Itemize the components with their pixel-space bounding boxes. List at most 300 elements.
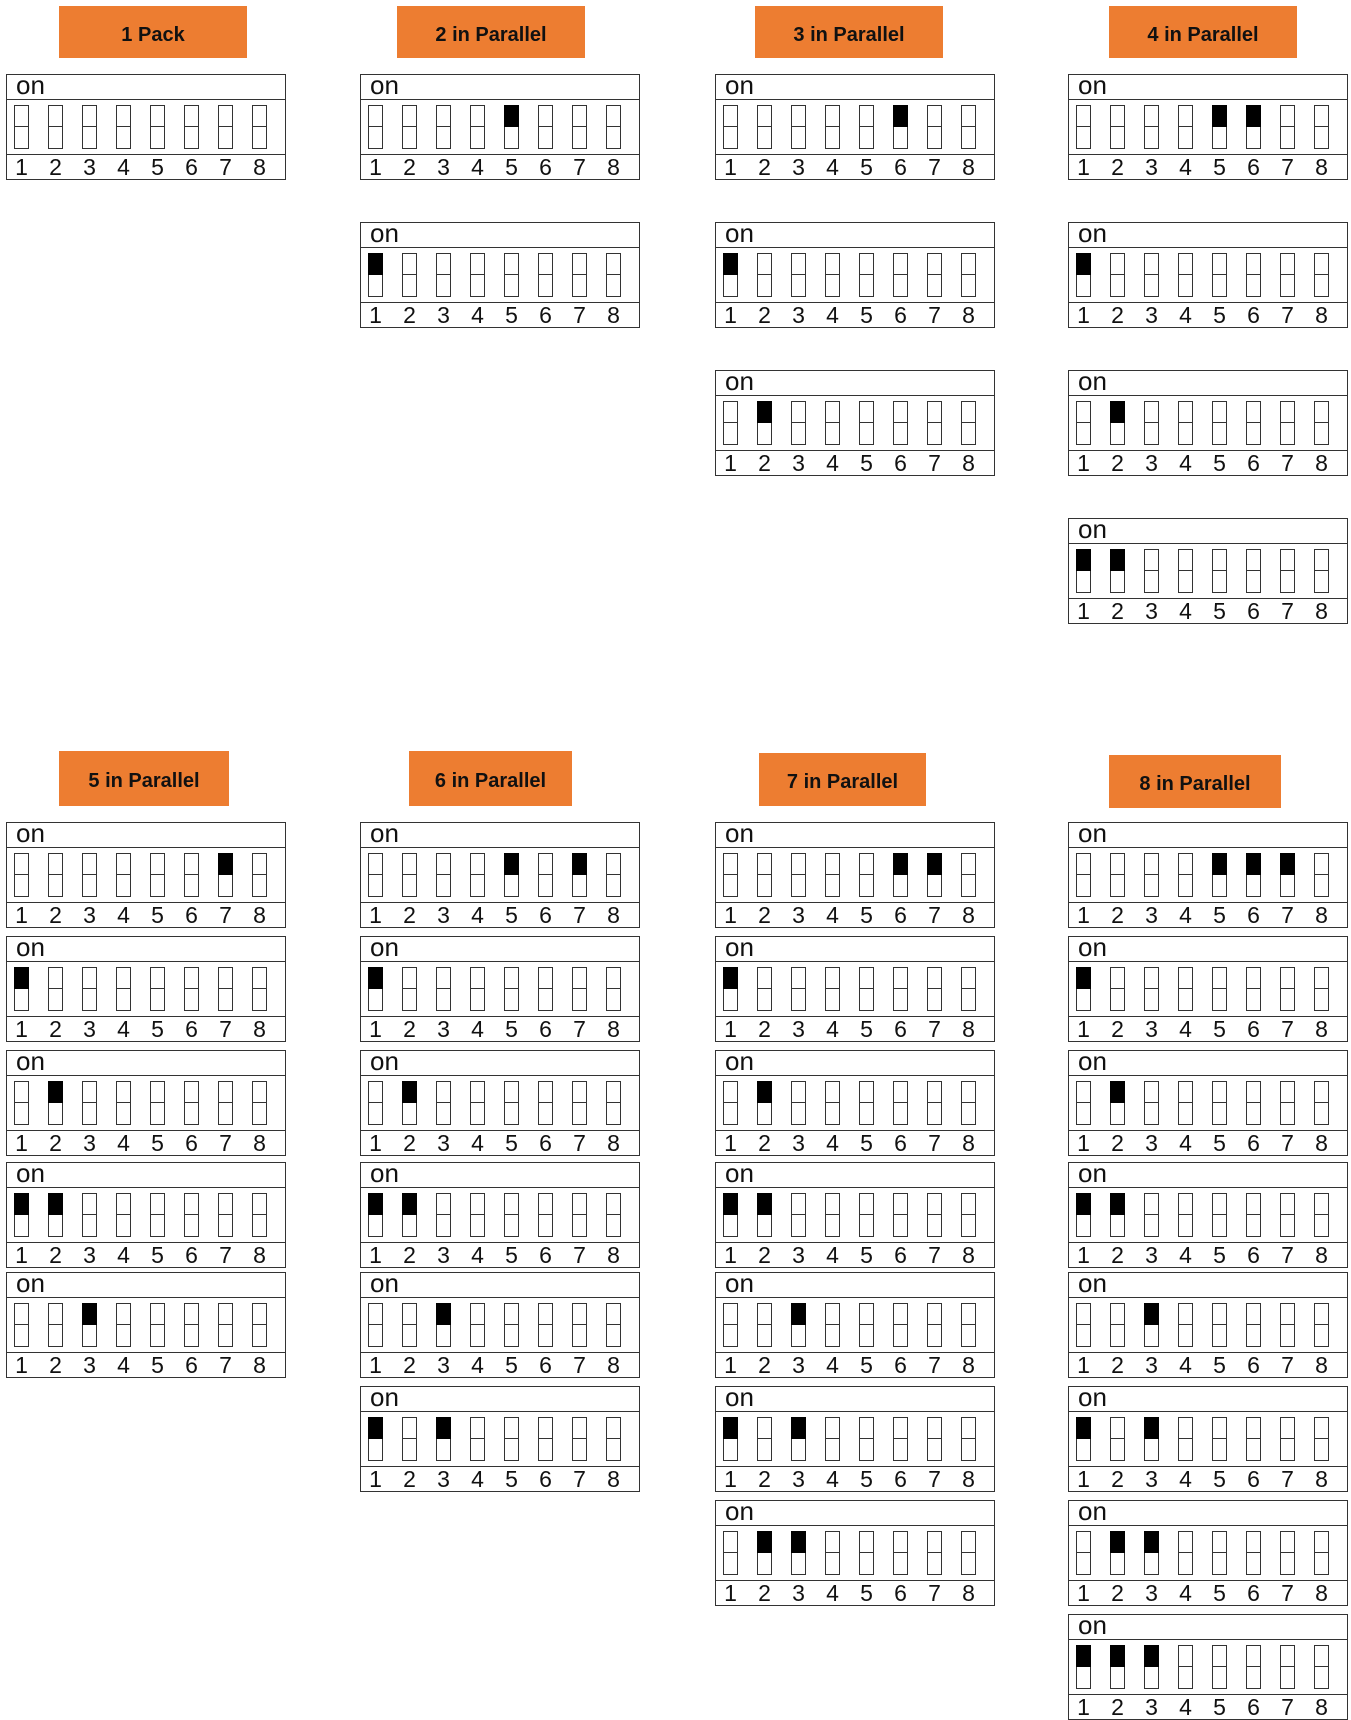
dip-switch-panel (360, 1046, 640, 1156)
dip-switch-8-off (961, 1081, 976, 1125)
dip-switch-7-off (1280, 967, 1295, 1011)
dip-switch-7-off (218, 1303, 233, 1347)
switch-divider (1077, 874, 1090, 875)
switch-number-label: 5 (505, 902, 518, 928)
dip-switch-panel (6, 818, 286, 928)
switch-number-label: 8 (1315, 598, 1328, 624)
dip-switch-8-off (961, 1193, 976, 1237)
switch-number-label: 5 (151, 1352, 164, 1378)
switch-number-label: 5 (860, 1242, 873, 1268)
switch-knob-on (1110, 1645, 1125, 1667)
on-label: on (1078, 1046, 1107, 1076)
switch-divider (1111, 1438, 1124, 1439)
switch-divider (185, 1102, 198, 1103)
switch-number-label: 7 (1281, 1130, 1294, 1156)
dip-switch-1-off (14, 1303, 29, 1347)
dip-switch-6-off (1246, 1303, 1261, 1347)
dip-switch-1-on (368, 1417, 383, 1461)
switch-number-label: 4 (826, 450, 839, 476)
switch-divider (962, 1214, 975, 1215)
switch-divider (505, 1214, 518, 1215)
dip-switch-7-off (1280, 1645, 1295, 1689)
switch-divider (607, 988, 620, 989)
switch-number-label: 1 (369, 154, 382, 180)
switch-number-label: 3 (437, 1352, 450, 1378)
switch-number-label: 7 (573, 1352, 586, 1378)
switch-number-label: 7 (219, 1352, 232, 1378)
panel-divider (715, 1411, 995, 1412)
switch-number-label: 1 (369, 902, 382, 928)
switch-divider (1179, 1438, 1192, 1439)
switch-number-label: 4 (471, 1352, 484, 1378)
dip-switch-8-off (961, 1417, 976, 1461)
dip-switch-4-off (1178, 1531, 1193, 1575)
switch-divider (758, 126, 771, 127)
dip-switch-1-off (1076, 1531, 1091, 1575)
switch-divider (607, 126, 620, 127)
dip-switch-1-off (368, 853, 383, 897)
switch-number-label: 4 (826, 1130, 839, 1156)
dip-switch-5-off (150, 1303, 165, 1347)
switch-number-label: 7 (219, 1016, 232, 1042)
switch-divider (962, 1102, 975, 1103)
switch-divider (1247, 570, 1260, 571)
dip-switch-6-off (538, 253, 553, 297)
dip-switch-8-off (1314, 253, 1329, 297)
switch-divider (1213, 1552, 1226, 1553)
panel-divider (360, 1075, 640, 1076)
switch-divider (1077, 126, 1090, 127)
switch-divider (151, 988, 164, 989)
switch-number-label: 5 (505, 154, 518, 180)
switch-number-label: 7 (1281, 302, 1294, 328)
switch-number-label: 3 (1145, 1016, 1158, 1042)
dip-switch-5-on (504, 853, 519, 897)
dip-switch-1-off (723, 1081, 738, 1125)
dip-switch-8-off (606, 1417, 621, 1461)
dip-switch-7-off (1280, 549, 1295, 593)
dip-switch-1-on (1076, 549, 1091, 593)
switch-divider (83, 126, 96, 127)
switch-number-label: 3 (437, 302, 450, 328)
switch-knob-on (504, 105, 519, 127)
dip-switch-7-off (218, 1193, 233, 1237)
switch-divider (1247, 1552, 1260, 1553)
dip-switch-6-off (1246, 967, 1261, 1011)
dip-switch-1-off (14, 853, 29, 897)
dip-switch-panel (1068, 1046, 1348, 1156)
dip-switch-6-off (893, 1303, 908, 1347)
dip-switch-6-off (538, 1417, 553, 1461)
switch-number-label: 3 (1145, 1694, 1158, 1720)
switch-number-label: 2 (49, 1242, 62, 1268)
switch-number-label: 5 (505, 1352, 518, 1378)
dip-switch-panel (360, 70, 640, 180)
switch-number-label: 7 (1281, 1466, 1294, 1492)
on-label: on (725, 1046, 754, 1076)
switch-number-label: 1 (724, 1130, 737, 1156)
dip-switch-3-off (436, 1193, 451, 1237)
dip-switch-2-off (48, 853, 63, 897)
switch-divider (403, 1438, 416, 1439)
switch-divider (1179, 126, 1192, 127)
switch-number-label: 3 (1145, 450, 1158, 476)
switch-divider (539, 874, 552, 875)
on-label: on (1078, 218, 1107, 248)
switch-divider (962, 874, 975, 875)
switch-number-label: 1 (15, 1130, 28, 1156)
dip-switch-7-off (927, 401, 942, 445)
switch-divider (471, 988, 484, 989)
switch-number-label: 7 (573, 302, 586, 328)
dip-switch-7-off (927, 1081, 942, 1125)
dip-switch-8-off (252, 1193, 267, 1237)
switch-divider (117, 126, 130, 127)
dip-switch-panel (715, 818, 995, 928)
dip-switch-1-off (1076, 105, 1091, 149)
switch-knob-on (1246, 105, 1261, 127)
on-label: on (16, 818, 45, 848)
on-label: on (725, 1496, 754, 1526)
switch-number-label: 8 (962, 1580, 975, 1606)
switch-divider (1213, 1324, 1226, 1325)
switch-number-label: 1 (724, 1242, 737, 1268)
dip-switch-1-off (723, 401, 738, 445)
switch-number-label: 8 (1315, 302, 1328, 328)
switch-number-label: 5 (1213, 902, 1226, 928)
switch-number-label: 6 (894, 1242, 907, 1268)
panel-divider (715, 961, 995, 962)
dip-switch-7-off (572, 1193, 587, 1237)
switch-divider (1179, 1666, 1192, 1667)
dip-switch-panel (6, 70, 286, 180)
switch-divider (860, 1214, 873, 1215)
panel-divider (715, 1187, 995, 1188)
dip-switch-8-off (1314, 1081, 1329, 1125)
dip-switch-1-on (723, 1193, 738, 1237)
switch-number-label: 2 (758, 1466, 771, 1492)
switch-number-label: 2 (403, 154, 416, 180)
switch-number-label: 6 (185, 154, 198, 180)
switch-divider (151, 126, 164, 127)
dip-switch-4-off (825, 1193, 840, 1237)
switch-divider (1247, 1102, 1260, 1103)
on-label: on (725, 1158, 754, 1188)
switch-number-label: 2 (403, 902, 416, 928)
switch-knob-on (1110, 1081, 1125, 1103)
switch-divider (505, 1324, 518, 1325)
dip-switch-2-on (1110, 1193, 1125, 1237)
switch-number-label: 4 (1179, 1352, 1192, 1378)
switch-number-label: 4 (117, 1352, 130, 1378)
switch-divider (1281, 570, 1294, 571)
switch-divider (607, 1324, 620, 1325)
switch-divider (15, 874, 28, 875)
switch-divider (1179, 988, 1192, 989)
switch-knob-on (1110, 401, 1125, 423)
switch-number-label: 3 (1145, 902, 1158, 928)
switch-number-label: 4 (1179, 598, 1192, 624)
dip-switch-7-off (218, 967, 233, 1011)
dip-switch-3-off (1144, 967, 1159, 1011)
switch-number-label: 4 (1179, 450, 1192, 476)
dip-switch-panel (715, 1268, 995, 1378)
dip-switch-5-off (859, 1303, 874, 1347)
switch-divider (539, 274, 552, 275)
switch-knob-on (927, 853, 942, 875)
switch-number-label: 6 (1247, 1580, 1260, 1606)
switch-divider (826, 1102, 839, 1103)
dip-switch-panel (1068, 818, 1348, 928)
on-label: on (725, 1382, 754, 1412)
switch-divider (437, 988, 450, 989)
switch-number-label: 5 (860, 154, 873, 180)
switch-divider (1179, 1102, 1192, 1103)
switch-number-label: 3 (1145, 154, 1158, 180)
switch-divider (1179, 874, 1192, 875)
dip-switch-2-on (757, 1531, 772, 1575)
switch-divider (15, 1102, 28, 1103)
switch-knob-on (48, 1081, 63, 1103)
switch-divider (1077, 422, 1090, 423)
switch-number-label: 7 (928, 1352, 941, 1378)
panel-divider (1068, 99, 1348, 100)
dip-switch-3-on (436, 1417, 451, 1461)
switch-number-label: 5 (1213, 1580, 1226, 1606)
dip-switch-panel (6, 1268, 286, 1378)
switch-number-label: 6 (1247, 154, 1260, 180)
switch-number-label: 2 (1111, 154, 1124, 180)
switch-number-label: 3 (792, 1580, 805, 1606)
on-label: on (370, 818, 399, 848)
switch-number-label: 8 (1315, 1466, 1328, 1492)
switch-number-label: 2 (49, 1130, 62, 1156)
switch-number-label: 3 (437, 1466, 450, 1492)
dip-switch-panel (360, 932, 640, 1042)
dip-switch-4-off (470, 853, 485, 897)
dip-switch-8-off (252, 1303, 267, 1347)
panel-divider (715, 1297, 995, 1298)
switch-divider (539, 1214, 552, 1215)
dip-switch-5-off (150, 1081, 165, 1125)
switch-divider (860, 1102, 873, 1103)
dip-switch-1-on (1076, 967, 1091, 1011)
switch-number-label: 4 (826, 154, 839, 180)
dip-switch-4-off (825, 1081, 840, 1125)
switch-number-label: 8 (607, 1130, 620, 1156)
on-label: on (370, 218, 399, 248)
switch-number-label: 4 (117, 1130, 130, 1156)
dip-switch-3-on (436, 1303, 451, 1347)
switch-number-label: 6 (894, 1580, 907, 1606)
dip-switch-1-on (14, 1193, 29, 1237)
switch-divider (1315, 988, 1328, 989)
switch-divider (1179, 1552, 1192, 1553)
dip-switch-panel (1068, 366, 1348, 476)
dip-switch-2-on (1110, 1081, 1125, 1125)
switch-number-label: 7 (928, 902, 941, 928)
switch-divider (539, 988, 552, 989)
switch-divider (894, 274, 907, 275)
dip-switch-5-off (504, 1081, 519, 1125)
switch-number-label: 4 (826, 1242, 839, 1268)
switch-divider (573, 1214, 586, 1215)
panel-divider (6, 847, 286, 848)
dip-switch-7-off (572, 1417, 587, 1461)
switch-knob-on (791, 1417, 806, 1439)
switch-number-label: 5 (1213, 1694, 1226, 1720)
switch-number-label: 7 (573, 1466, 586, 1492)
switch-number-label: 8 (1315, 450, 1328, 476)
switch-divider (826, 1438, 839, 1439)
panel-divider (715, 847, 995, 848)
dip-switch-panel (360, 1382, 640, 1492)
switch-number-label: 6 (539, 1242, 552, 1268)
dip-switch-2-on (757, 401, 772, 445)
dip-switch-3-off (1144, 105, 1159, 149)
switch-divider (724, 1102, 737, 1103)
switch-divider (860, 126, 873, 127)
switch-divider (117, 988, 130, 989)
dip-switch-6-off (1246, 401, 1261, 445)
switch-divider (185, 1214, 198, 1215)
switch-knob-on (1076, 549, 1091, 571)
switch-divider (151, 1102, 164, 1103)
dip-switch-panel (1068, 1158, 1348, 1268)
switch-number-label: 2 (49, 1352, 62, 1378)
dip-switch-4-off (1178, 967, 1193, 1011)
switch-divider (724, 1324, 737, 1325)
dip-switch-5-off (859, 1417, 874, 1461)
switch-divider (185, 126, 198, 127)
switch-number-label: 1 (15, 1016, 28, 1042)
switch-divider (1213, 1438, 1226, 1439)
switch-number-label: 4 (1179, 1694, 1192, 1720)
dip-switch-6-off (538, 105, 553, 149)
switch-divider (1111, 988, 1124, 989)
on-label: on (16, 1268, 45, 1298)
dip-switch-4-off (470, 967, 485, 1011)
switch-number-label: 3 (83, 1242, 96, 1268)
dip-switch-7-off (927, 1531, 942, 1575)
switch-number-label: 4 (1179, 154, 1192, 180)
switch-divider (505, 1102, 518, 1103)
dip-switch-panel (360, 818, 640, 928)
switch-number-label: 7 (219, 1242, 232, 1268)
dip-switch-6-off (893, 1531, 908, 1575)
panel-divider (1068, 961, 1348, 962)
switch-number-label: 8 (253, 1130, 266, 1156)
switch-knob-on (504, 853, 519, 875)
dip-switch-4-off (470, 105, 485, 149)
dip-switch-7-off (927, 253, 942, 297)
switch-number-label: 8 (253, 1242, 266, 1268)
switch-divider (151, 1214, 164, 1215)
switch-divider (1315, 1438, 1328, 1439)
switch-knob-on (368, 1417, 383, 1439)
switch-knob-on (82, 1303, 97, 1325)
switch-number-label: 3 (437, 1016, 450, 1042)
switch-divider (1315, 1666, 1328, 1667)
dip-switch-7-off (927, 967, 942, 1011)
switch-number-label: 1 (1077, 598, 1090, 624)
dip-switch-3-off (791, 253, 806, 297)
dip-switch-5-off (859, 105, 874, 149)
switch-number-label: 6 (539, 1130, 552, 1156)
dip-switch-6-off (184, 105, 199, 149)
group-title: 7 in Parallel (759, 753, 926, 806)
switch-number-label: 2 (758, 902, 771, 928)
switch-number-label: 4 (117, 1242, 130, 1268)
dip-switch-4-off (470, 1193, 485, 1237)
switch-divider (894, 422, 907, 423)
dip-switch-3-off (82, 853, 97, 897)
switch-divider (826, 988, 839, 989)
switch-divider (1281, 1214, 1294, 1215)
dip-switch-7-off (1280, 1531, 1295, 1575)
switch-divider (369, 126, 382, 127)
switch-number-label: 5 (505, 1016, 518, 1042)
switch-divider (573, 1102, 586, 1103)
switch-number-label: 3 (1145, 302, 1158, 328)
switch-number-label: 1 (15, 1352, 28, 1378)
switch-number-label: 2 (1111, 1352, 1124, 1378)
switch-divider (962, 1552, 975, 1553)
switch-number-label: 5 (151, 1016, 164, 1042)
switch-number-label: 5 (860, 902, 873, 928)
dip-switch-6-off (184, 967, 199, 1011)
switch-divider (758, 874, 771, 875)
switch-divider (1281, 1438, 1294, 1439)
switch-divider (15, 126, 28, 127)
switch-number-label: 7 (1281, 1580, 1294, 1606)
switch-number-label: 1 (15, 1242, 28, 1268)
switch-number-label: 3 (792, 1352, 805, 1378)
dip-switch-4-off (470, 1081, 485, 1125)
dip-switch-4-off (470, 253, 485, 297)
switch-number-label: 1 (1077, 902, 1090, 928)
switch-number-label: 4 (471, 302, 484, 328)
switch-number-label: 8 (253, 1352, 266, 1378)
switch-number-label: 4 (471, 1016, 484, 1042)
switch-number-label: 4 (471, 154, 484, 180)
switch-number-label: 1 (1077, 1016, 1090, 1042)
switch-number-label: 8 (1315, 1130, 1328, 1156)
dip-switch-5-off (859, 1193, 874, 1237)
dip-switch-panel (715, 1382, 995, 1492)
switch-divider (1281, 1666, 1294, 1667)
dip-switch-5-on (1212, 853, 1227, 897)
switch-number-label: 2 (403, 1352, 416, 1378)
switch-number-label: 6 (894, 902, 907, 928)
dip-switch-6-off (538, 853, 553, 897)
switch-number-label: 3 (1145, 598, 1158, 624)
dip-switch-6-on (1246, 853, 1261, 897)
switch-number-label: 8 (1315, 1694, 1328, 1720)
dip-switch-5-off (504, 1303, 519, 1347)
switch-divider (758, 1324, 771, 1325)
switch-number-label: 3 (1145, 1466, 1158, 1492)
switch-number-label: 1 (724, 450, 737, 476)
switch-divider (792, 1102, 805, 1103)
switch-number-label: 5 (1213, 154, 1226, 180)
switch-divider (860, 1552, 873, 1553)
switch-divider (471, 1324, 484, 1325)
switch-divider (1247, 274, 1260, 275)
switch-divider (826, 422, 839, 423)
switch-number-label: 1 (724, 154, 737, 180)
switch-divider (437, 274, 450, 275)
